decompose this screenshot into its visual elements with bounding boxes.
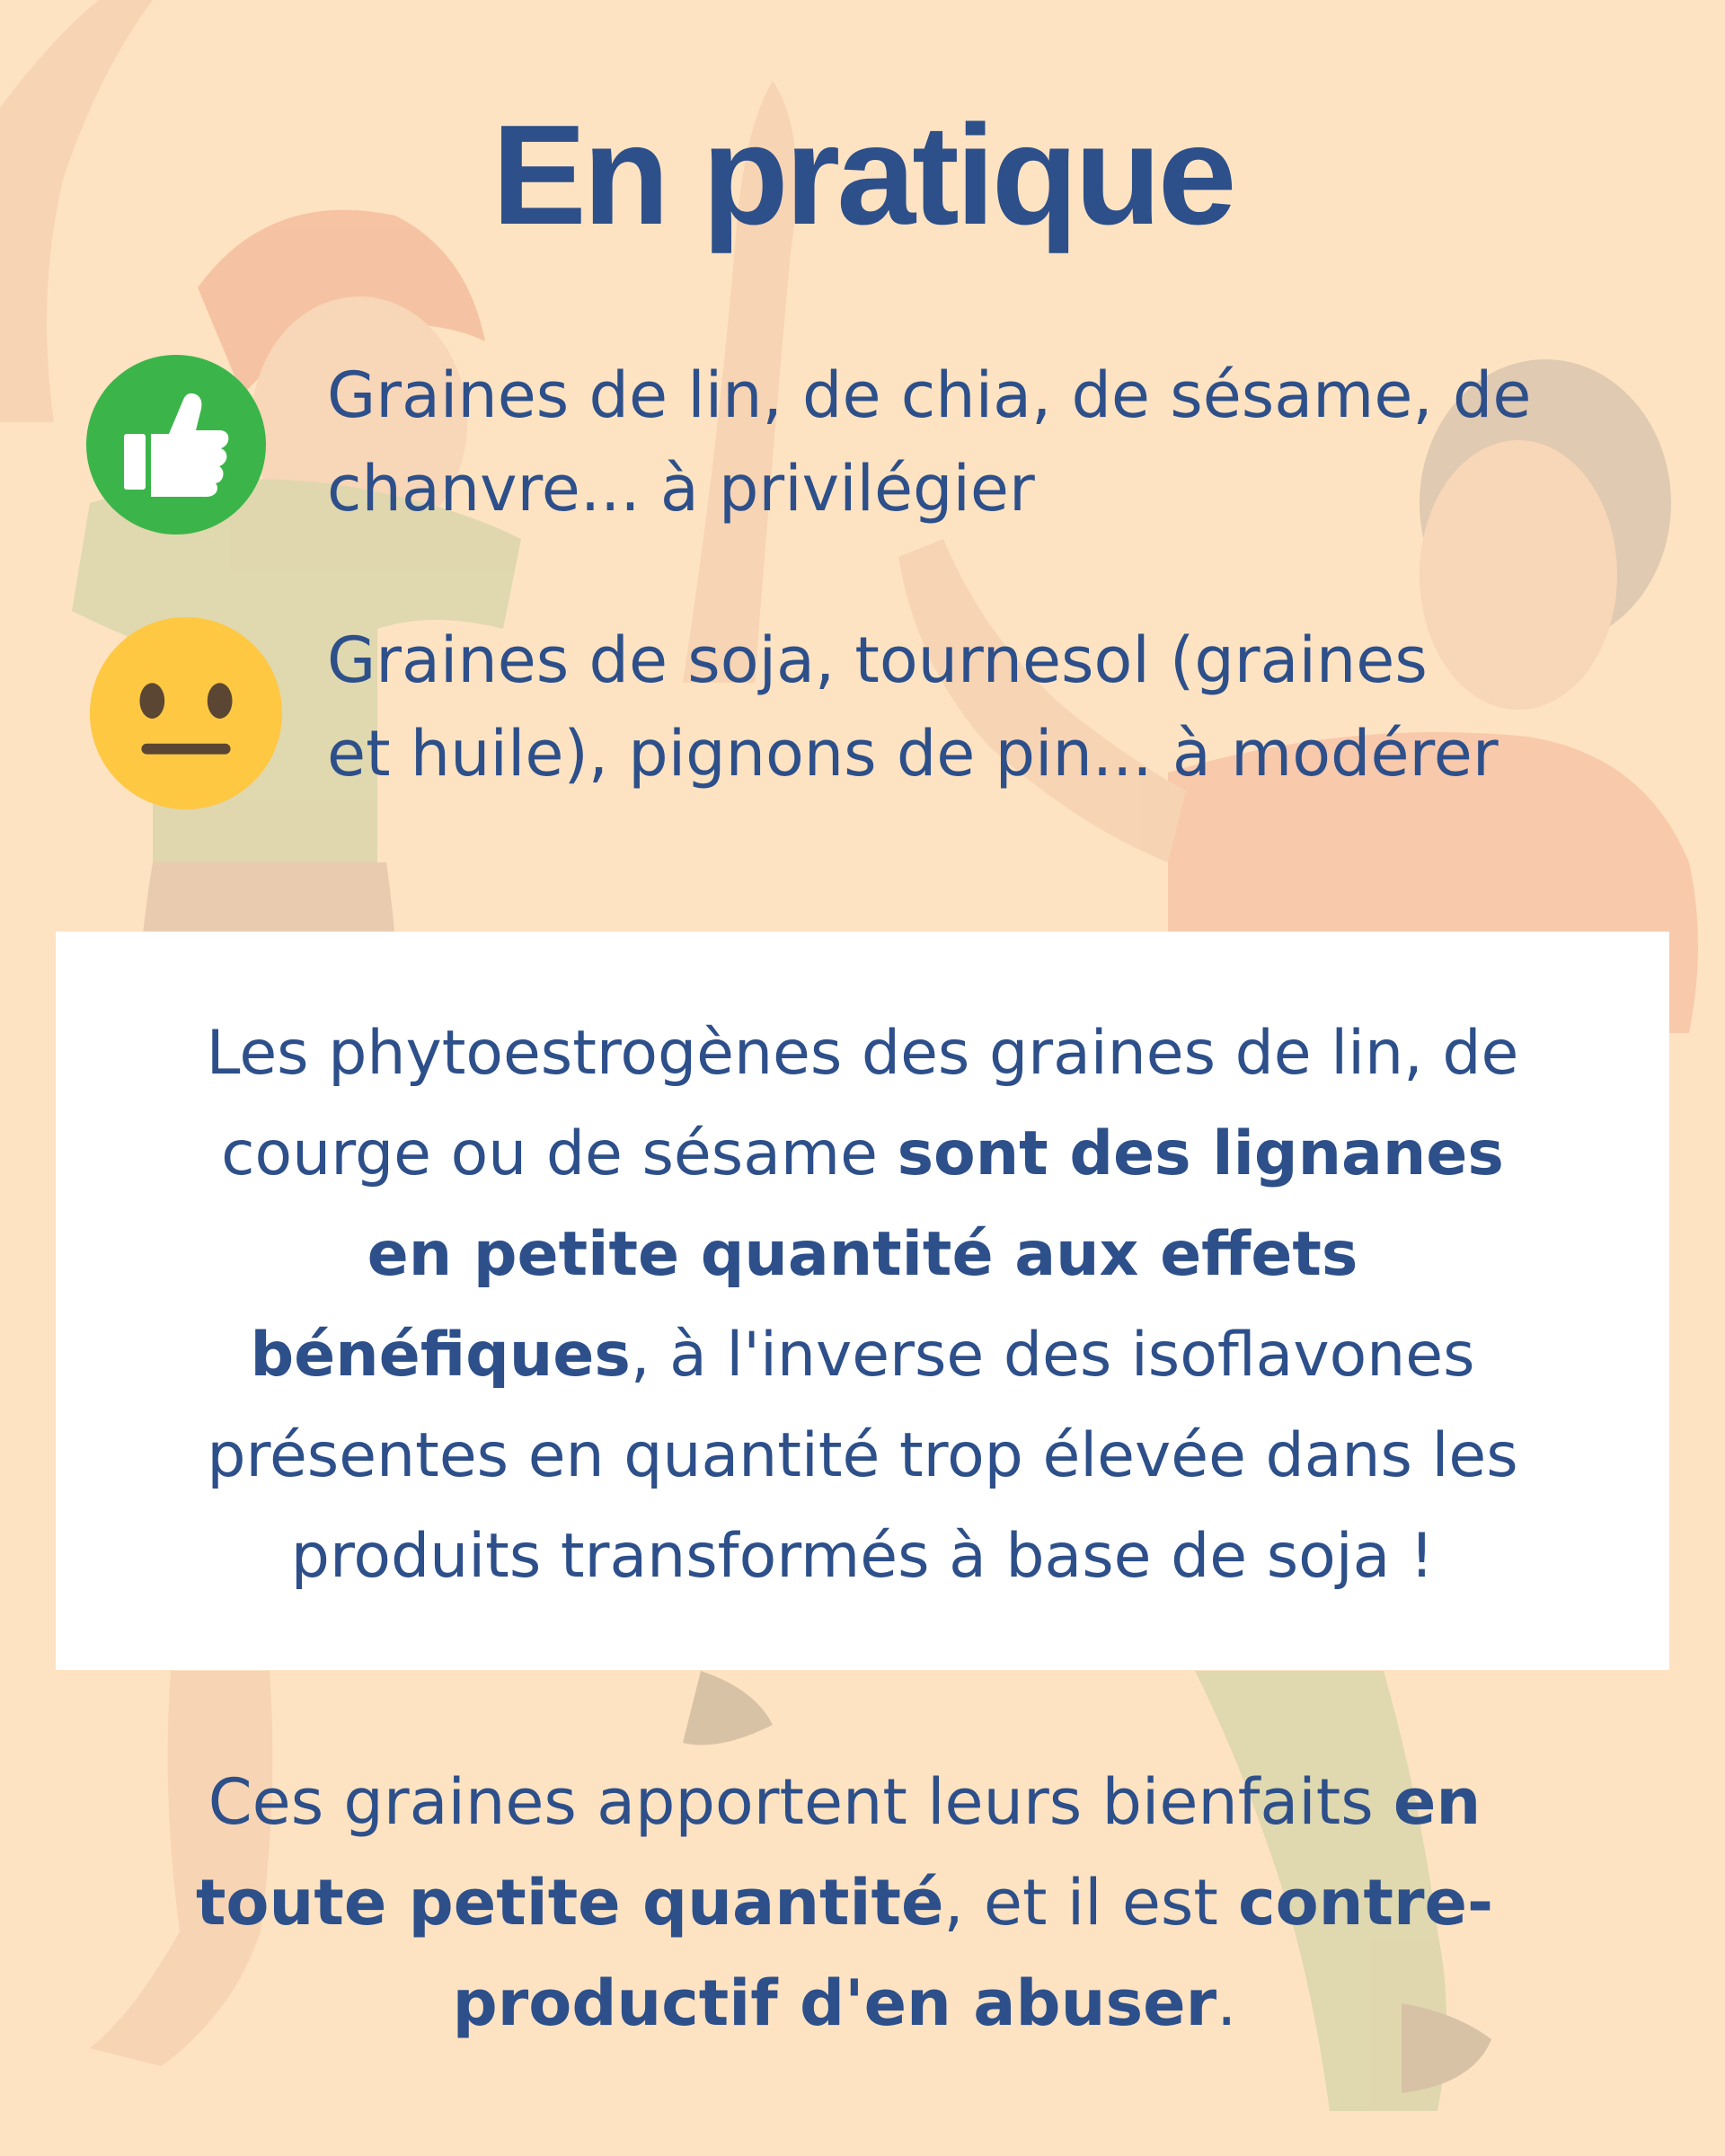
conclusion-line — [36, 1852, 1653, 1953]
item-text — [327, 349, 1657, 535]
item-text-line: Graines de lin, de chia, de sésame, de — [327, 358, 1532, 432]
item-text-line: chanvre... à privilégier — [327, 452, 1035, 526]
info-text-bold: sont des lignanes — [897, 1118, 1504, 1189]
info-text: Les phytoestrogènes des graines de lin, de — [206, 1018, 1519, 1089]
info-line — [56, 1205, 1669, 1305]
info-line — [56, 1104, 1669, 1205]
conclusion-text — [36, 1752, 1653, 2054]
info-line — [56, 1406, 1669, 1507]
conclusion-line — [36, 1752, 1653, 1852]
info-text: courge ou de sésame — [221, 1118, 898, 1189]
conclusion-text-bold: contre- — [1238, 1866, 1494, 1940]
info-text: présentes en quantité trop élevée dans les — [207, 1420, 1518, 1491]
conclusion-text-bold: toute petite quantité — [195, 1866, 944, 1940]
conclusion-text-bold: en — [1393, 1765, 1482, 1839]
page-title: En pratique — [491, 96, 1234, 254]
info-box-text — [56, 1003, 1669, 1607]
info-text: produits transformés à base de soja ! — [290, 1521, 1435, 1592]
info-line — [56, 1507, 1669, 1607]
item-text-line: et huile), pignons de pin... à modérer — [327, 717, 1499, 791]
conclusion-text-part: Ces graines apportent leurs bienfaits — [208, 1765, 1393, 1839]
conclusion-text-bold: productif d'en abuser — [452, 1966, 1217, 2040]
conclusion-text-part: , et il est — [943, 1866, 1239, 1940]
info-text-bold: en petite quantité aux effets — [367, 1219, 1358, 1290]
item-text-line: Graines de soja, tournesol (graines — [327, 623, 1428, 697]
neutral-face-icon — [88, 615, 284, 811]
info-line — [56, 1003, 1669, 1104]
conclusion-line — [36, 1953, 1653, 2054]
item-text — [327, 614, 1657, 800]
conclusion-text-part: . — [1216, 1966, 1237, 2040]
info-text: , à l'inverse des isoflavones — [630, 1320, 1475, 1391]
thumbs-up-icon — [86, 355, 266, 535]
info-box — [56, 932, 1669, 1670]
info-text-bold: bénéfiques — [250, 1320, 631, 1391]
info-line — [56, 1305, 1669, 1406]
